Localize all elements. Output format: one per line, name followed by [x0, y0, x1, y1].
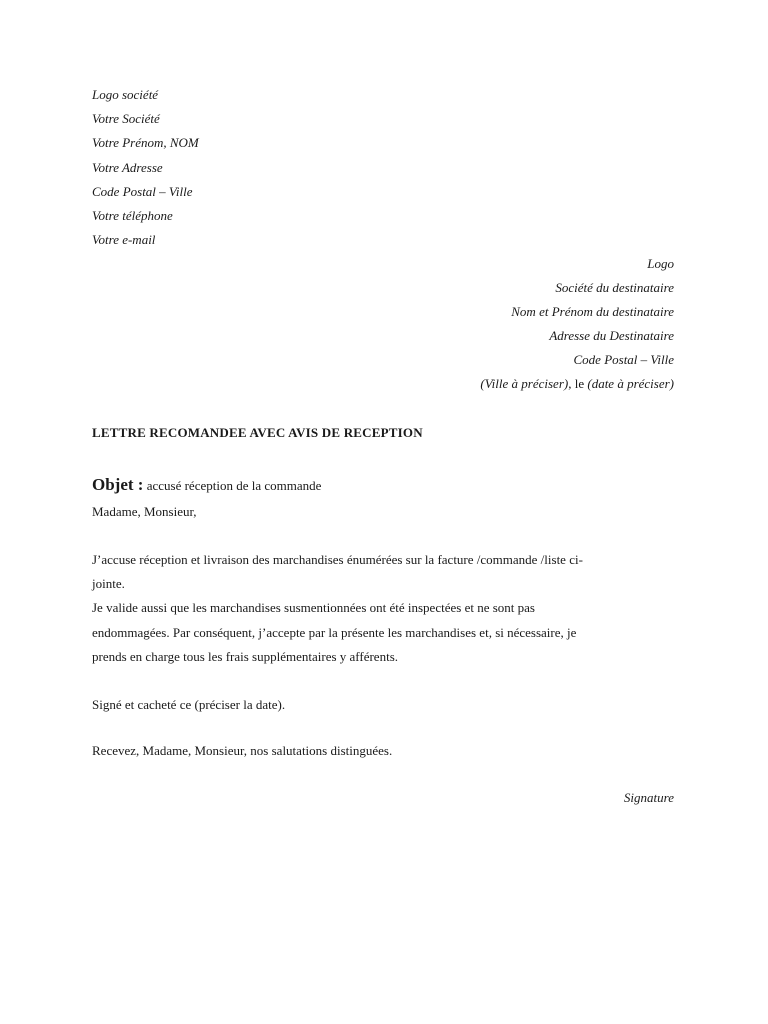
- salutation: Madame, Monsieur,: [92, 504, 197, 519]
- recipient-name: Nom et Prénom du destinataire: [511, 304, 674, 319]
- sender-address: Votre Adresse: [92, 160, 163, 175]
- objet-label: Objet :: [92, 475, 144, 494]
- date-connector: , le: [568, 376, 588, 391]
- sender-logo: Logo société: [92, 87, 159, 102]
- recipient-address: Adresse du Destinataire: [549, 328, 674, 343]
- para1-line2: jointe.: [92, 576, 125, 591]
- para2-line1: Je valide aussi que les marchandises susmentionnées ont été inspectées et ne sont pas: [92, 600, 535, 615]
- para1-line1: J’accuse réception et livraison des marchandises énumérées sur la facture /commande /liste ci-: [92, 552, 583, 567]
- para2-line3: prends en charge tous les frais supplémentaires y afférents.: [92, 649, 399, 664]
- objet-text: accusé réception de la commande: [143, 478, 322, 493]
- signed-line: Signé et cacheté ce (préciser la date).: [92, 697, 286, 712]
- sender-phone: Votre téléphone: [92, 208, 173, 223]
- sender-postal-city: Code Postal – Ville: [92, 184, 193, 199]
- place-date-line: [480, 376, 674, 392]
- recipient-logo: Logo: [647, 256, 674, 271]
- sender-name: Votre Prénom, NOM: [92, 135, 199, 150]
- closing-line: Recevez, Madame, Monsieur, nos salutations distinguées.: [92, 743, 393, 758]
- sender-email: Votre e-mail: [92, 232, 156, 247]
- signature: Signature: [623, 790, 674, 805]
- date-placeholder: (date à préciser): [587, 376, 674, 391]
- recipient-company: Société du destinataire: [555, 280, 674, 295]
- place-placeholder: (Ville à préciser): [480, 376, 569, 391]
- sender-company: Votre Société: [92, 111, 160, 126]
- objet-line: [92, 475, 321, 496]
- recipient-postal-city: Code Postal – Ville: [573, 352, 674, 367]
- letter-heading: LETTRE RECOMANDEE AVEC AVIS DE RECEPTION: [92, 425, 423, 440]
- para2-line2: endommagées. Par conséquent, j’accepte par la présente les marchandises et, si nécessaire, je: [92, 625, 577, 640]
